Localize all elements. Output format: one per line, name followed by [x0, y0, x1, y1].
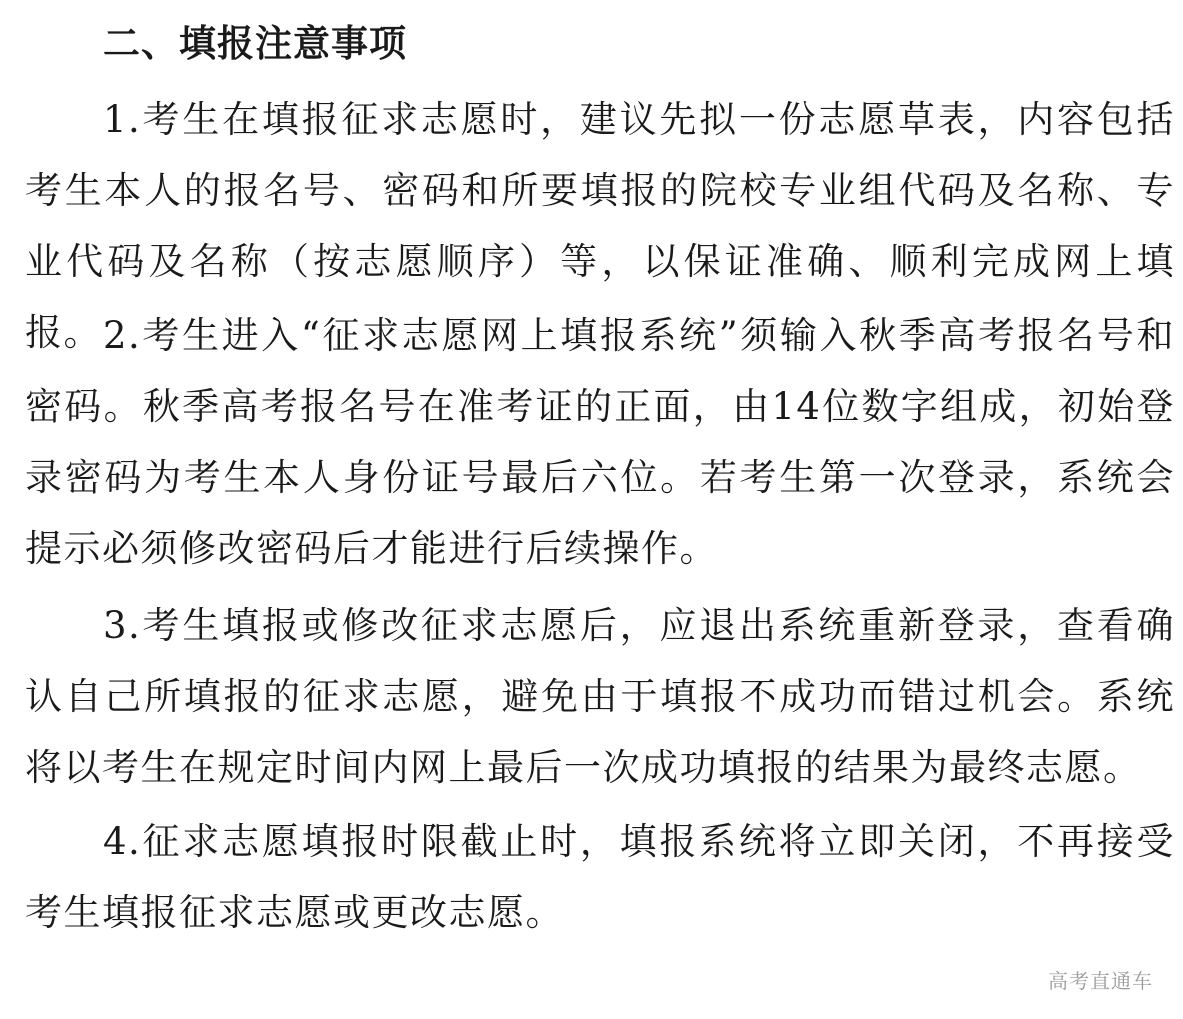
paragraph-3: 3.考生填报或修改征求志愿后，应退出系统重新登录，查看确认自己所填报的征求志愿，避免由于填报不成功而错过机会。系统将以考生在规定时间内网上最后一次成功填报的结果为最终志愿。	[25, 604, 1175, 789]
paragraph-4: 4.征求志愿填报时限截止时，填报系统将立即关闭，不再接受考生填报征求志愿或更改志愿。	[25, 820, 1175, 934]
watermark: 高考直通车	[1048, 969, 1153, 993]
paragraph-1: 1.考生在填报征求志愿时，建议先拟一份志愿草表，内容包括考生本人的报名号、密码和所要填报的院校专业组代码及名称、专业代码及名称（按志愿顺序）等，以保证准确、顺利完成网上填报。	[25, 98, 1175, 354]
paragraph-2: 2.考生进入“征求志愿网上填报系统”须输入秋季高考报名号和密码。秋季高考报名号在准考证的正面，由14位数字组成，初始登录密码为考生本人身份证号最后六位。若考生第一次登录，系统会提示必须修改密码后才能进行后续操作。	[25, 314, 1175, 570]
section-heading: 二、填报注意事项	[103, 22, 407, 65]
